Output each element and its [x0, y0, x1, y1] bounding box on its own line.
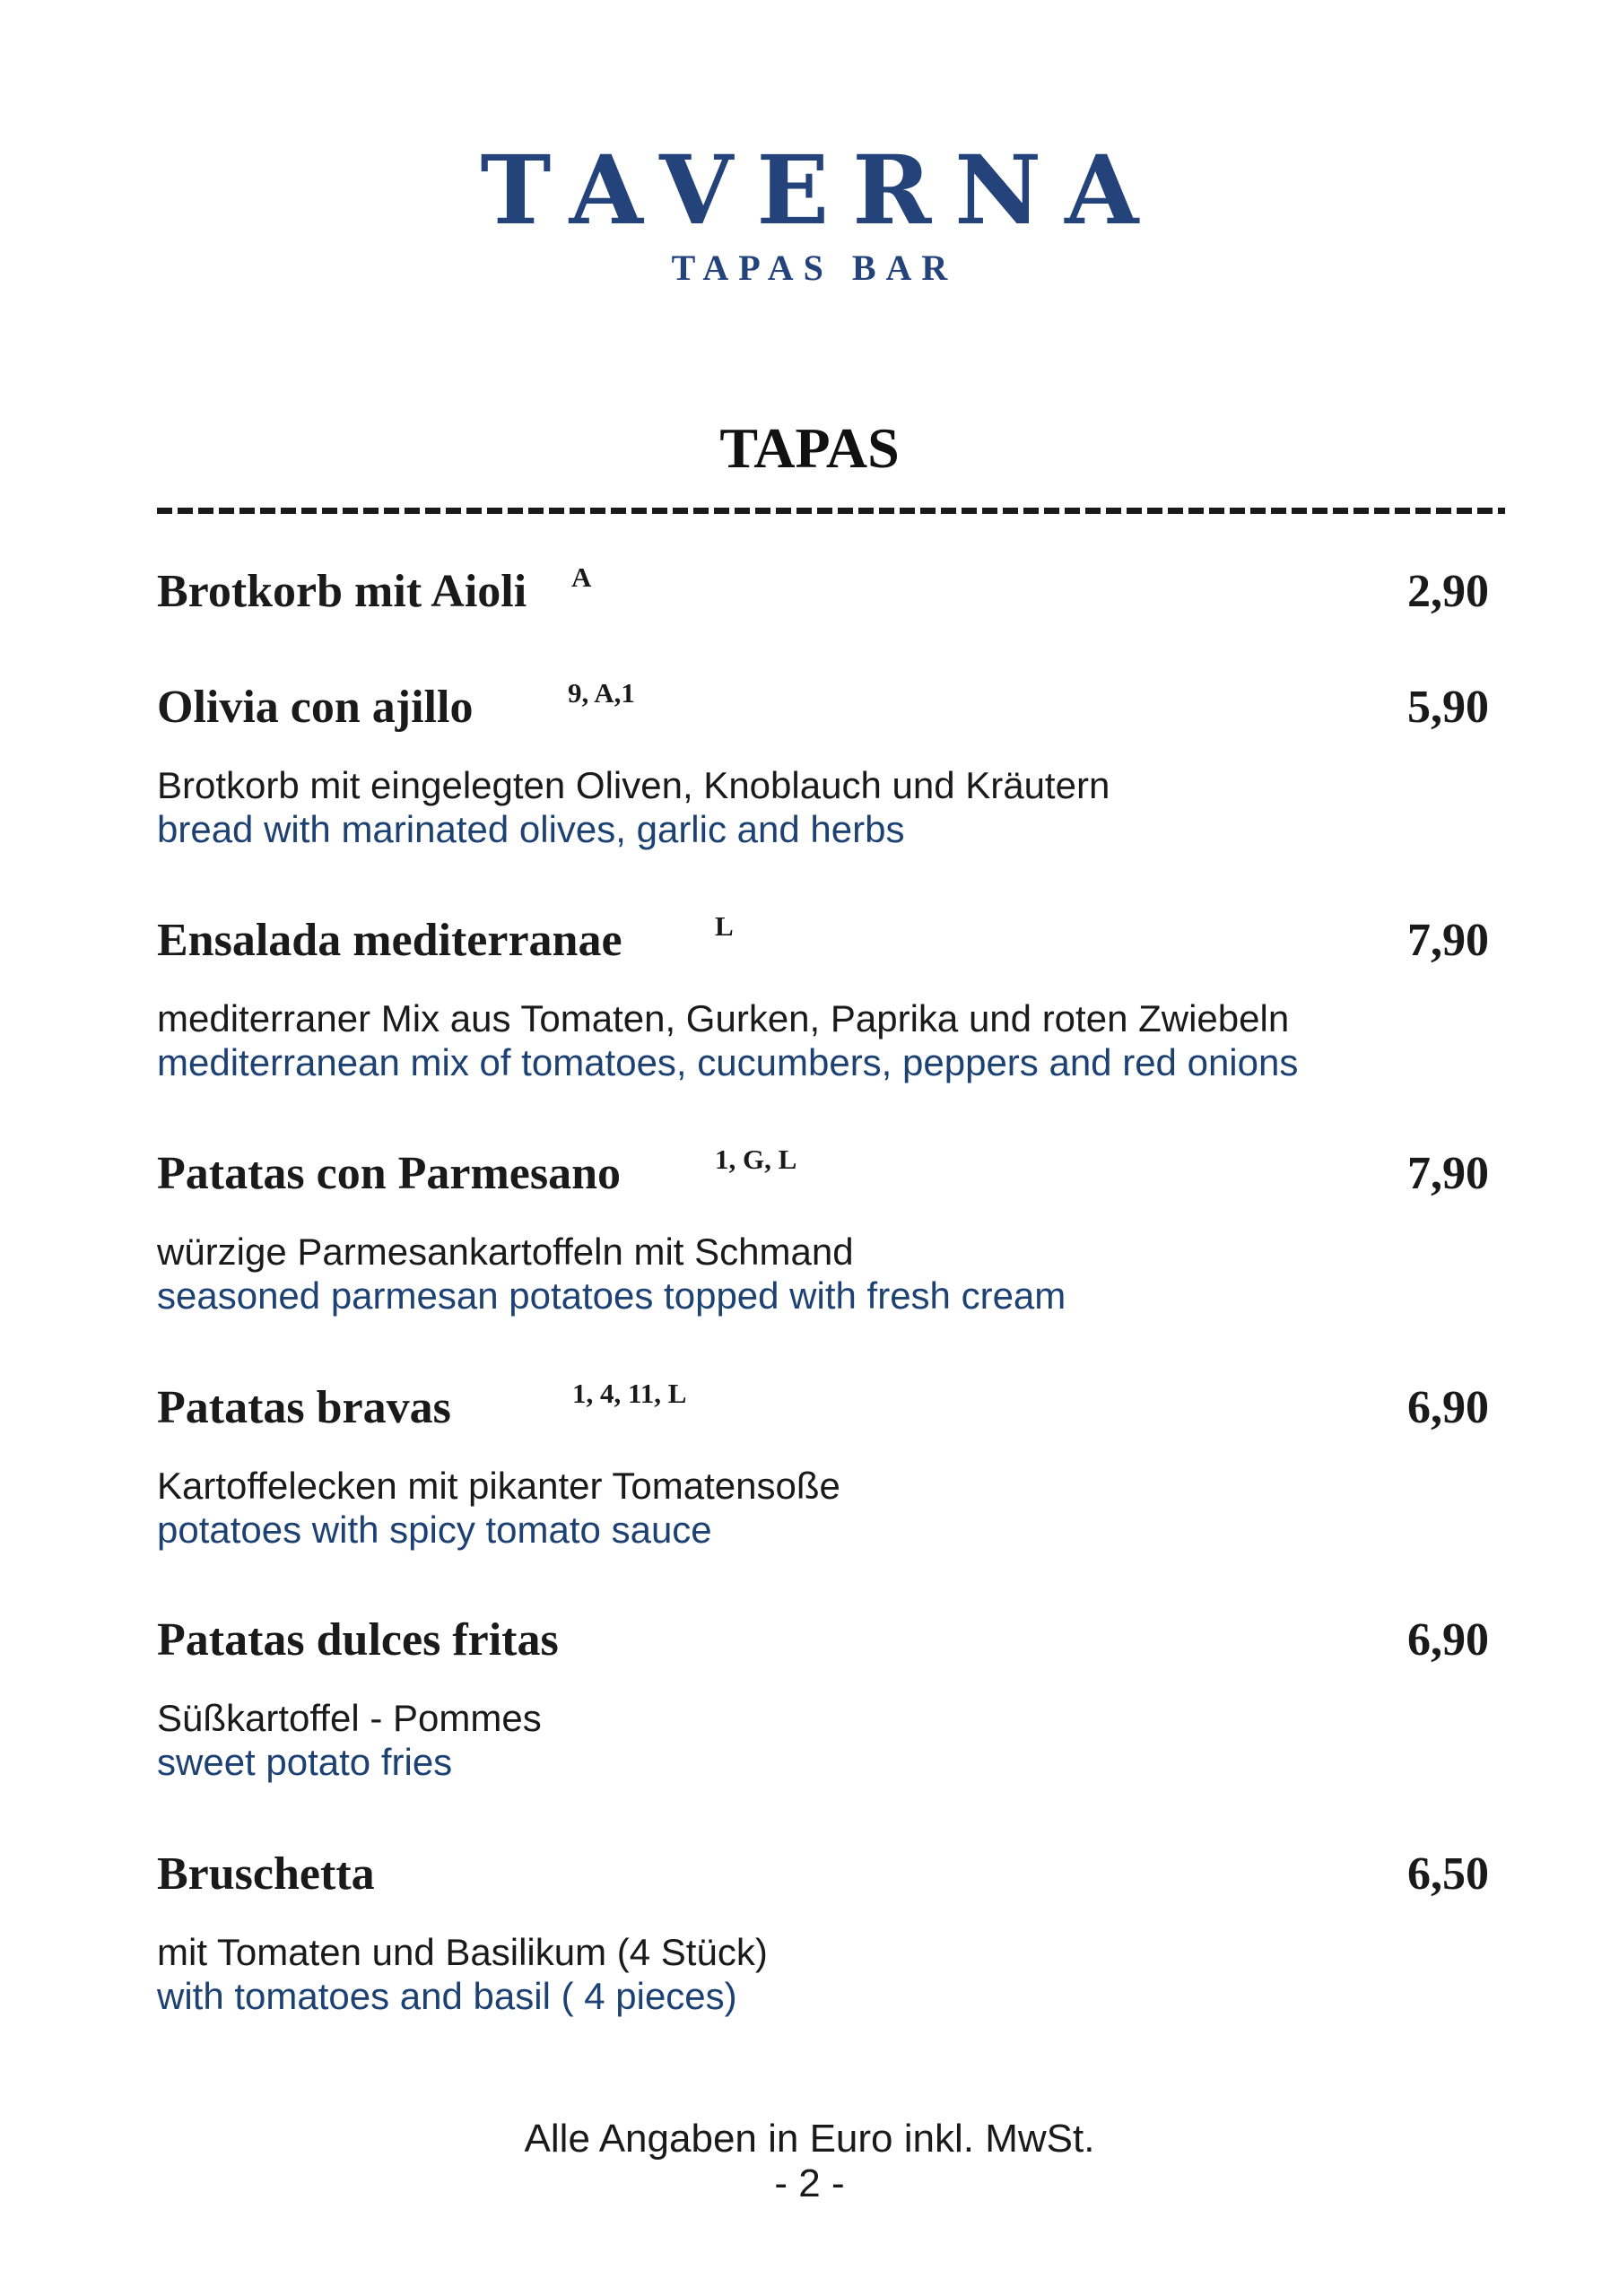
menu-item-ensalada [157, 910, 1505, 1084]
dish-name: Bruschetta [157, 1848, 375, 1900]
dish-price: 6,50 [1407, 1848, 1489, 1900]
item-descriptions [157, 1696, 1505, 1784]
description-english: potatoes with spicy tomato sauce [157, 1509, 712, 1551]
description-english: mediterranean mix of tomatoes, cucumbers, peppers and red onions [157, 1041, 1299, 1083]
allergen-codes: 1, G, L [715, 1144, 797, 1175]
item-name-row [157, 1144, 1505, 1199]
dish-name: Brotkorb mit Aioli [157, 566, 527, 617]
dish-name: Patatas bravas [157, 1382, 451, 1433]
logo-title: TAVERNA [480, 134, 1162, 246]
description-german: mit Tomaten und Basilikum (4 Stück) [157, 1931, 768, 1973]
dish-price: 5,90 [1407, 682, 1489, 733]
allergen-codes: 1, 4, 11, L [572, 1378, 687, 1409]
item-descriptions [157, 1464, 1505, 1552]
dish-price: 7,90 [1407, 915, 1489, 966]
description-german: Kartoffelecken mit pikanter Tomatensoße [157, 1465, 840, 1507]
allergen-codes: L [715, 910, 734, 942]
dish-price: 7,90 [1407, 1148, 1489, 1199]
vat-note: Alle Angaben in Euro inkl. MwSt. [524, 2117, 1095, 2161]
dish-price: 6,90 [1407, 1382, 1489, 1433]
menu-item-brotkorb [157, 561, 1505, 617]
description-german: Brotkorb mit eingelegten Oliven, Knoblauch und Kräutern [157, 764, 1110, 806]
restaurant-logo [0, 134, 1619, 288]
description-english: seasoned parmesan potatoes topped with fresh cream [157, 1274, 1066, 1317]
description-english: sweet potato fries [157, 1741, 453, 1783]
item-name-row [157, 561, 1505, 617]
logo-subtitle: TAPAS BAR [671, 248, 958, 288]
section-title: TAPAS [719, 416, 900, 480]
item-name-row [157, 677, 1505, 733]
item-descriptions [157, 763, 1505, 851]
description-english: with tomatoes and basil ( 4 pieces) [157, 1975, 737, 2017]
item-descriptions [157, 996, 1505, 1084]
dashed-divider [157, 508, 1505, 514]
description-german: Süßkartoffel - Pommes [157, 1697, 542, 1739]
menu-item-patatas-dulces [157, 1614, 1505, 1784]
item-descriptions [157, 1930, 1505, 2018]
menu-item-bruschetta [157, 1848, 1505, 2018]
page-number: - 2 - [774, 2161, 845, 2205]
description-german: würzige Parmesankartoffeln mit Schmand [157, 1231, 854, 1273]
dish-name: Patatas dulces fritas [157, 1614, 559, 1665]
item-name-row [157, 1848, 1505, 1900]
description-english: bread with marinated olives, garlic and herbs [157, 808, 905, 850]
page-footer [0, 2117, 1619, 2206]
item-descriptions [157, 1230, 1505, 1318]
dish-name: Ensalada mediterranae [157, 915, 622, 966]
item-name-row [157, 1378, 1505, 1433]
dish-price: 6,90 [1407, 1614, 1489, 1665]
allergen-codes: 9, A,1 [568, 677, 635, 709]
description-german: mediterraner Mix aus Tomaten, Gurken, Paprika und roten Zwiebeln [157, 997, 1290, 1039]
item-name-row [157, 1614, 1505, 1665]
menu-item-patatas-bravas [157, 1378, 1505, 1552]
dish-price: 2,90 [1407, 566, 1489, 617]
dish-name: Olivia con ajillo [157, 682, 474, 733]
menu-item-olivia [157, 677, 1505, 851]
item-name-row [157, 910, 1505, 966]
menu-item-patatas-parmesano [157, 1144, 1505, 1318]
allergen-codes: A [571, 561, 592, 593]
dish-name: Patatas con Parmesano [157, 1148, 622, 1199]
